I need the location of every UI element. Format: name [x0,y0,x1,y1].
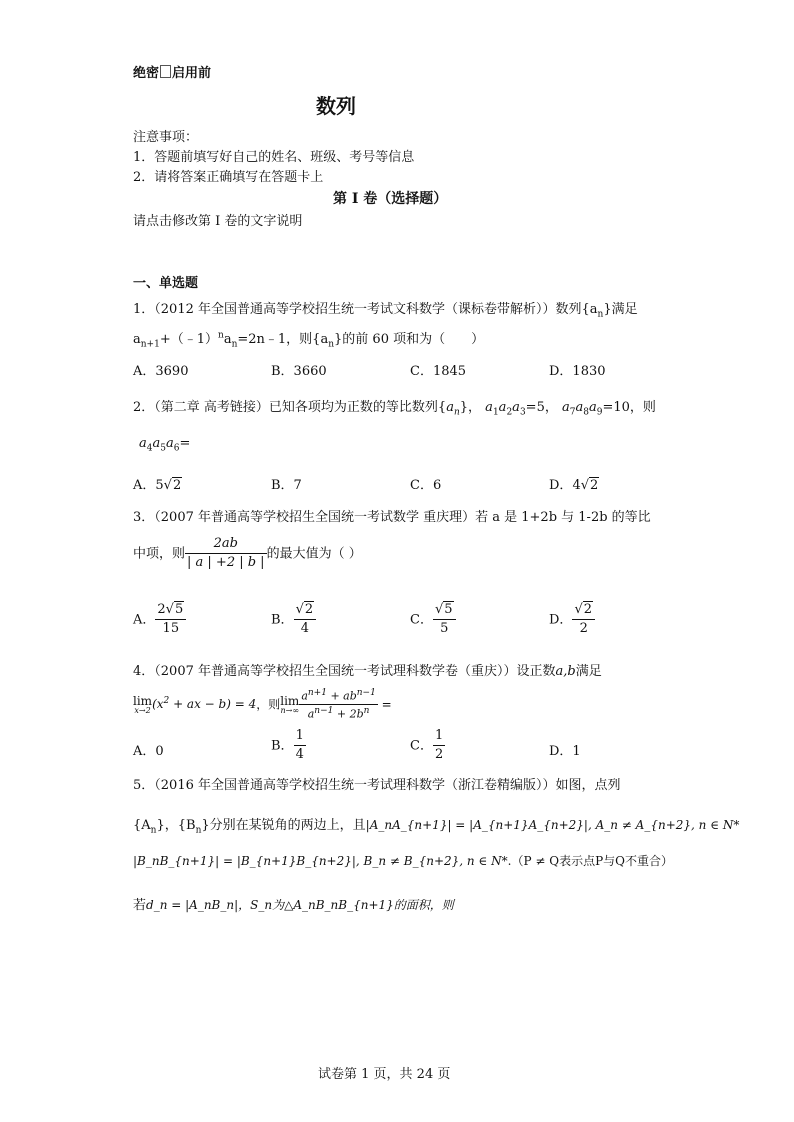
page-footer: 试卷第 1 页，共 24 页 [318,1067,451,1082]
q2-option-c: C．6 [410,478,442,493]
q1-option-b: B．3660 [271,364,327,379]
notes-item-1: 1．答题前填写好自己的姓名、班级、考号等信息 [133,150,415,165]
question-5-line4: 若d_n = |A_nB_n|，S_n为△A_nB_nB_{n+1}的面积，则 [133,898,454,913]
q2-option-b: B．7 [271,478,302,493]
q4-option-a: A．0 [133,744,164,759]
q3-option-a: A． $\frac{2√5}{15}$ [133,602,186,638]
page-title: 数列 [316,94,356,118]
q4-fraction: $\frac{a^{n+1} + ab^{n-1}}{a^{n-1} + 2b^n}$ [301,688,376,722]
q3-option-b: B． $\frac{√2}{4}$ [271,602,316,638]
q3-fraction: $\frac{2ab}{| a | +2 | b |}$ [187,536,265,571]
q1-option-c: C．1845 [410,364,467,379]
part1-title: 第 I 卷（选择题） [333,191,448,207]
q2-option-a: A．5√2 [133,478,182,493]
question-3-line2: 中项，则 $\frac{2ab}{| a | +2 | b |}$ 的最大值为（ ） [133,536,362,571]
limit-1: lim x→2 [133,693,153,715]
q3-option-d: D． $\frac{√2}{2}$ [549,602,595,638]
q3-option-c: C． $\frac{√5}{5}$ [410,602,456,638]
secret-label: 绝密 启用前 [133,66,212,81]
notes-heading: 注意事项： [133,130,199,145]
question-1-line2: $a_{n+1}+(﹣1)^na_n=2n﹣1$，则$\{a_n\}$的前 60 项和为（ ） [133,330,485,350]
question-4-stem: 4．（2007 年普通高等学校招生全国统一考试理科数学卷（重庆））设正数a,b满足 [133,664,602,679]
limit-2: lim n→∞ [280,693,300,715]
question-2-line2: $a_4a_5a_6=$ [139,436,191,454]
section-title: 一、单选题 [133,276,199,291]
q1-option-a: A．3690 [133,364,189,379]
question-1-stem: 1．（2012 年全国普通高等学校招生统一考试文科数学（课标卷带解析））数列$\{a_n\}$满足 [133,302,638,320]
q4-option-b: B． $\frac{1}{4}$ [271,728,304,763]
question-3-stem: 3．（2007 年普通高等学校招生全国统一考试数学 重庆理）若 a 是 1+2b 与 1-2b 的等比 [133,510,651,525]
placeholder-box-icon [160,65,171,78]
question-4-line2: lim x→2 ($x^2$ + ax − b) = 4，则lim n→∞ $\frac{a^{n+1} + ab^{n-1}}{a^{n-1} + 2b^n}$ = [133,688,392,722]
question-2-stem: 2．（第二章 高考链接）已知各项均为正数的等比数列$\{a_n\}$， $a_1a_2a_3=5$， $a_7a_8a_9=10$，则 [133,400,656,418]
q2-option-d: D．4√2 [549,478,599,493]
q1-option-d: D．1830 [549,364,606,379]
notes-item-2: 2．请将答案正确填写在答题卡上 [133,170,324,185]
question-5-line2: $\{A_n\}$，$\{B_n\}$分别在某锐角的两边上，且|A_nA_{n+1}| = |A_{n+1}A_{n+2}|, A_n ≠ A_{n+2}, n ∈ N* [133,818,740,836]
question-5-stem: 5．（2016 年全国普通高等学校招生统一考试理科数学（浙江卷精编版））如图，点列 [133,778,621,793]
part1-desc: 请点击修改第 I 卷的文字说明 [133,214,303,229]
question-5-line3: |B_nB_{n+1}| = |B_{n+1}B_{n+2}|, B_n ≠ B_{n+2}, n ∈ N*.（P ≠ Q表示点P与Q不重合） [133,854,673,868]
q4-option-d: D．1 [549,744,581,759]
q4-option-c: C． $\frac{1}{2}$ [410,728,444,763]
